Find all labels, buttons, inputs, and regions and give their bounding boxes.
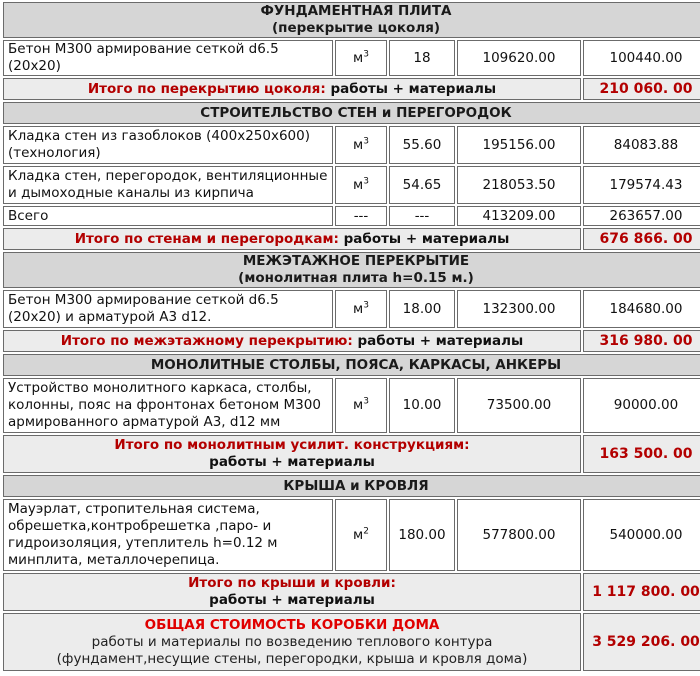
item-qty: 18.00 <box>389 290 455 328</box>
item-name: Кладка стен из газоблоков (400х250х600) (технология) <box>3 126 333 164</box>
table-row <box>3 40 700 76</box>
section-total-value: 316 980. 00 <box>583 330 700 352</box>
section-title: КРЫША и КРОВЛЯ <box>283 477 429 494</box>
section-title: МОНОЛИТНЫЕ СТОЛБЫ, ПОЯСА, КАРКАСЫ, АНКЕРЫ <box>150 356 562 373</box>
item-works: 132300.00 <box>457 290 581 328</box>
item-qty: 55.60 <box>389 126 455 164</box>
table-row <box>3 126 700 164</box>
section-total-row <box>3 330 700 352</box>
grand-total-line2: (фундамент,несущие стены, перегородки, крыша и кровля дома) <box>56 650 528 667</box>
item-unit: $м^3$ <box>335 290 387 328</box>
item-unit: $м^3$ <box>335 166 387 204</box>
item-materials: 184680.00 <box>583 290 700 328</box>
section-total-row <box>3 228 700 250</box>
item-works: 577800.00 <box>457 499 581 571</box>
item-works: 218053.50 <box>457 166 581 204</box>
item-materials: 84083.88 <box>583 126 700 164</box>
estimate-table <box>1 0 700 673</box>
item-qty: 18 <box>389 40 455 76</box>
item-unit: $м^3$ <box>335 378 387 433</box>
section-title: МЕЖЭТАЖНОЕ ПЕРЕКРЫТИЕ <box>242 253 470 269</box>
section-subtitle: (монолитная плита h=0.15 м.) <box>238 270 474 286</box>
item-qty: 54.65 <box>389 166 455 204</box>
section-total-value: 210 060. 00 <box>583 78 700 100</box>
table-row <box>3 378 700 433</box>
section-total-label: Итого по стенам и перегородкам: работы + материалы <box>3 228 581 250</box>
item-unit: $м^3$ <box>335 40 387 76</box>
section-total-value: 676 866. 00 <box>583 228 700 250</box>
section-header <box>3 2 700 38</box>
item-unit: $м^3$ <box>335 126 387 164</box>
section-total-value: 1 117 800. 00 <box>583 573 700 611</box>
item-name: Кладка стен, перегородок, вентиляционные и дымоходные каналы из кирпича <box>3 166 333 204</box>
item-materials: 540000.00 <box>583 499 700 571</box>
item-name: Устройство монолитного каркаса, столбы, колонны, пояс на фронтонах бетоном М300 армированного арматурой А3, d12 мм <box>3 378 333 433</box>
item-works: 73500.00 <box>457 378 581 433</box>
item-unit: --- <box>335 206 387 226</box>
item-works: 195156.00 <box>457 126 581 164</box>
table-row <box>3 206 700 226</box>
item-qty: 10.00 <box>389 378 455 433</box>
item-name: Бетон М300 армирование сеткой d6.5 (20х20) <box>3 40 333 76</box>
grand-total-title: ОБЩАЯ СТОИМОСТЬ КОРОБКИ ДОМА <box>144 616 440 633</box>
item-materials: 100440.00 <box>583 40 700 76</box>
section-total-value: 163 500. 00 <box>583 435 700 473</box>
section-total-row <box>3 573 700 611</box>
section-subtitle: (перекрытие цоколя) <box>271 20 441 36</box>
item-qty: 180.00 <box>389 499 455 571</box>
item-name: Бетон М300 армирование сеткой d6.5 (20х20) и арматурой А3 d12. <box>3 290 333 328</box>
item-name: Мауэрлат, стропительная система, обрешетка,контробрешетка ,паро- и гидроизоляция, утеплитель h=0.12 м минплита, металлочерепица. <box>3 499 333 571</box>
table-row <box>3 166 700 204</box>
item-materials: 90000.00 <box>583 378 700 433</box>
grand-total-line1: работы и материалы по возведению теплового контура <box>91 633 493 650</box>
section-header <box>3 354 700 376</box>
item-works: 413209.00 <box>457 206 581 226</box>
section-total-row <box>3 435 700 473</box>
grand-total-row <box>3 613 700 671</box>
section-header <box>3 252 700 288</box>
section-header <box>3 475 700 497</box>
section-header <box>3 102 700 124</box>
item-qty: --- <box>389 206 455 226</box>
table-row <box>3 499 700 571</box>
item-unit: $м^2$ <box>335 499 387 571</box>
section-title: ФУНДАМЕНТНАЯ ПЛИТА <box>260 3 452 19</box>
section-title: СТРОИТЕЛЬСТВО СТЕН и ПЕРЕГОРОДОК <box>200 104 512 121</box>
item-materials: 179574.43 <box>583 166 700 204</box>
section-total-row <box>3 78 700 100</box>
section-total-label: Итого по монолитным усилит. конструкциям: работы + материалы <box>3 435 581 473</box>
section-total-label: Итого по перекрытию цоколя: работы + материалы <box>3 78 581 100</box>
item-works: 109620.00 <box>457 40 581 76</box>
grand-total-value: 3 529 206. 00 <box>583 613 700 671</box>
section-total-label: Итого по межэтажному перекрытию: работы + материалы <box>3 330 581 352</box>
item-name: Всего <box>3 206 333 226</box>
table-row <box>3 290 700 328</box>
grand-total-label <box>3 613 581 671</box>
section-total-label: Итого по крыши и кровли: работы + материалы <box>3 573 581 611</box>
item-materials: 263657.00 <box>583 206 700 226</box>
